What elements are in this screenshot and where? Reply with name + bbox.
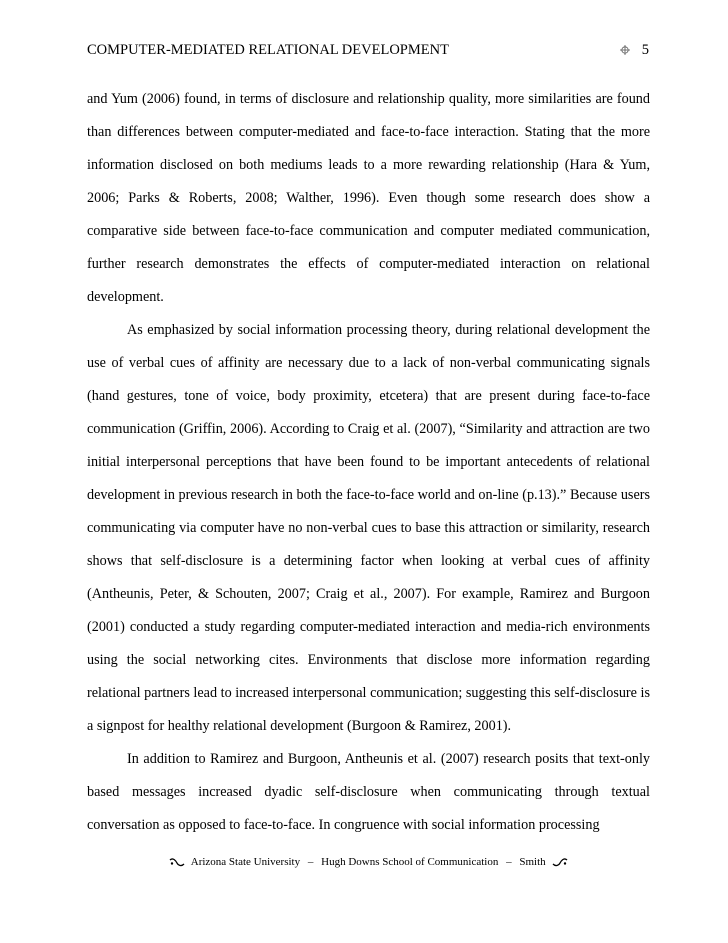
footer-author: Smith	[519, 856, 546, 868]
body-text	[87, 83, 650, 842]
paragraph-1: and Yum (2006) found, in terms of disclosure and relationship quality, more similarities are found than differences between computer-mediated and face-to-face interaction. Stating that the more information disclosed on both mediums leads to a more rewarding relationship (Hara & Yum, 2006; Parks & Roberts, 2008; Walther, 1996). Even though some research does show a comparative side between face-to-face communication and computer mediated communication, further research demonstrates the effects of computer-mediated interaction on relational development.	[87, 91, 650, 305]
page-number: 5	[641, 42, 649, 58]
page-number-group	[620, 40, 649, 60]
paragraph-2: As emphasized by social information processing theory, during relational development the use of verbal cues of affinity are necessary due to a lack of non-verbal communicating signals (hand gestures, tone of voice, body proximity, etcetera) that are present during face-to-face communication (Griffin, 2006). According to Craig et al. (2007), “Similarity and attraction are two initial interpersonal perceptions that have been found to be important antecedents of relational development in previous research in both the face-to-face world and on-line (p.13).” Because users communicating via computer have no non-verbal cues to base this attraction or similarity, research shows that self-disclosure is a determining factor when looking at verbal cues of affinity (Antheunis, Peter, & Schouten, 2007; Craig et al., 2007). For example, Ramirez and Burgoon (2001) conducted a study regarding computer-mediated interaction and media-rich environments using the social networking cites. Environments that disclose more information regarding relational partners lead to increased interpersonal communication; suggesting this self-disclosure is a signpost for healthy relational development (Burgoon & Ramirez, 2001).	[87, 322, 650, 734]
page-footer	[87, 852, 650, 872]
footer-separator-1: –	[307, 856, 314, 868]
paragraph-3: In addition to Ramirez and Burgoon, Antheunis et al. (2007) research posits that text-only based messages increased dyadic self-disclosure when communicating through textual conversation as opposed to face-to-face. In congruence with social information processing	[87, 751, 650, 833]
footer-separator-2: –	[506, 856, 512, 868]
running-head-title: COMPUTER-MEDIATED RELATIONAL DEVELOPMENT	[87, 42, 449, 58]
running-header	[87, 40, 649, 60]
floral-ornament-left-icon	[169, 858, 185, 867]
floral-ornament-right-icon	[552, 858, 568, 867]
four-point-ornament-icon	[620, 45, 630, 55]
footer-university: Arizona State University	[190, 856, 301, 868]
footer-school: Hugh Downs School of Communication	[321, 856, 499, 868]
